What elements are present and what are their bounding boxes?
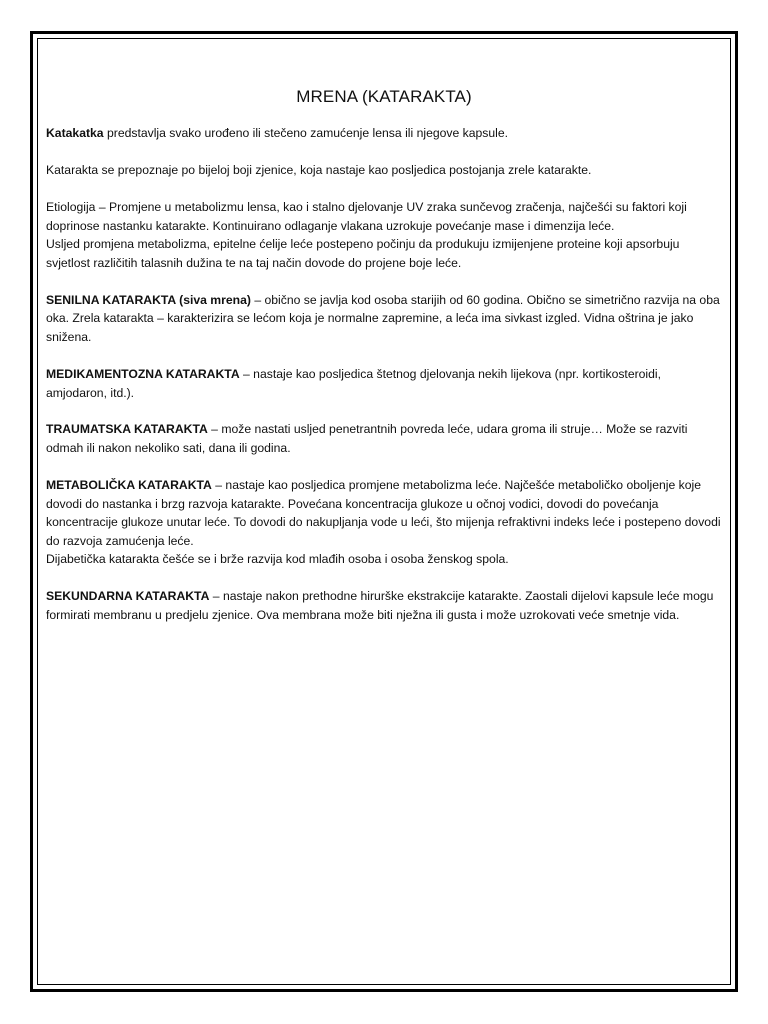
paragraph-line <box>46 198 722 235</box>
paragraph-text: – nastaje kao posljedica promjene metabolizma leće. Najčešće metaboličko oboljenje koje dovodi do nastanka i brzg razvoja katarakte. Povećana koncentracija glukoze u očnoj vodici, dovodi do povećanja koncentracije glukoze unutar leće. To dovodi do nakupljanja vode u leći, što mijenja refraktivni indeks leće i postepeno dovodi do razvoja zamućenja leće. <box>46 478 721 548</box>
paragraph-metabolic-cataract <box>46 476 722 569</box>
paragraph-text: Dijabetička katarakta češće se i brže razvija kod mlađih osoba i osoba ženskog spola. <box>46 552 509 567</box>
paragraph-senile-cataract <box>46 291 722 347</box>
paragraph-definition <box>46 124 722 143</box>
term-label: MEDIKAMENTOZNA KATARAKTA <box>46 366 240 381</box>
paragraph-line <box>46 476 722 550</box>
term-label: Katakatka <box>46 126 104 140</box>
paragraph-etiology <box>46 198 722 272</box>
term-label: TRAUMATSKA KATARAKTA <box>46 422 208 437</box>
paragraph-text: – može nastati usljed penetrantnih povreda leće, udara groma ili struje… Može se razviti odmah ili nakon nekoliko sati, dana ili godina. <box>46 422 688 456</box>
paragraph-text: – obično se javlja kod osoba starijih od 60 godina. Obično se simetrično razvija na oba oka. Zrela katarakta – karakterizira se lećom koja je normalne zapremine, a leća ima sivkast izgled. Vidna oštrina je jako snižena. <box>46 292 720 344</box>
term-label: METABOLIČKA KATARAKTA <box>46 478 212 493</box>
paragraph-recognition <box>46 161 722 180</box>
document-title: MRENA (KATARAKTA) <box>296 87 472 106</box>
term-label: SENILNA KATARAKTA (siva mrena) <box>46 292 251 307</box>
term-label: SEKUNDARNA KATARAKTA <box>46 589 210 604</box>
paragraph-line <box>46 365 722 402</box>
paragraph-text: Katarakta se prepoznaje po bijeloj boji zjenice, koja nastaje kao posljedica postojanja zrele katarakte. <box>46 162 592 177</box>
paragraph-text: Usljed promjena metabolizma, epitelne ćelije leće postepeno počinju da produkuju izmijenjene proteine koji apsorbuju svjetlost različitih talasnih dužina te na taj način dovode do projene boje leće. <box>46 237 680 270</box>
paragraph-line <box>46 420 722 457</box>
paragraph-line <box>46 124 722 143</box>
paragraph-line <box>46 291 722 347</box>
paragraph-text: – nastaje kao posljedica štetnog djelovanja nekih lijekova (npr. kortikosteroidi, amjodaron, itd.). <box>46 366 662 400</box>
paragraph-medicamentous-cataract <box>46 365 722 402</box>
paragraph-line <box>46 235 722 272</box>
document-body <box>46 84 722 643</box>
paragraph-line <box>46 550 722 569</box>
paragraph-text: – nastaje nakon prethodne hirurške ekstrakcije katarakte. Zaostali dijelovi kapsule leće mogu formirati membranu u predjelu zjenice. Ova membrana može biti nježna ili gusta i može uzrokovati veće smetnje vida. <box>46 589 714 623</box>
paragraph-text: predstavlja svako urođeno ili stečeno zamućenje lensa ili njegove kapsule. <box>103 126 509 140</box>
paragraph-secondary-cataract <box>46 587 722 624</box>
paragraph-traumatic-cataract <box>46 420 722 457</box>
paragraph-line <box>46 161 722 180</box>
paragraph-text: Etiologija – Promjene u metabolizmu lensa, kao i stalno djelovanje UV zraka sunčevog zračenja, najčešći su faktori koji doprinose nastanku katarakte. Kontinuirano odlaganje vlakana uzrokuje povećanje mase i dimenzija leće. <box>46 199 687 233</box>
paragraph-line <box>46 587 722 624</box>
